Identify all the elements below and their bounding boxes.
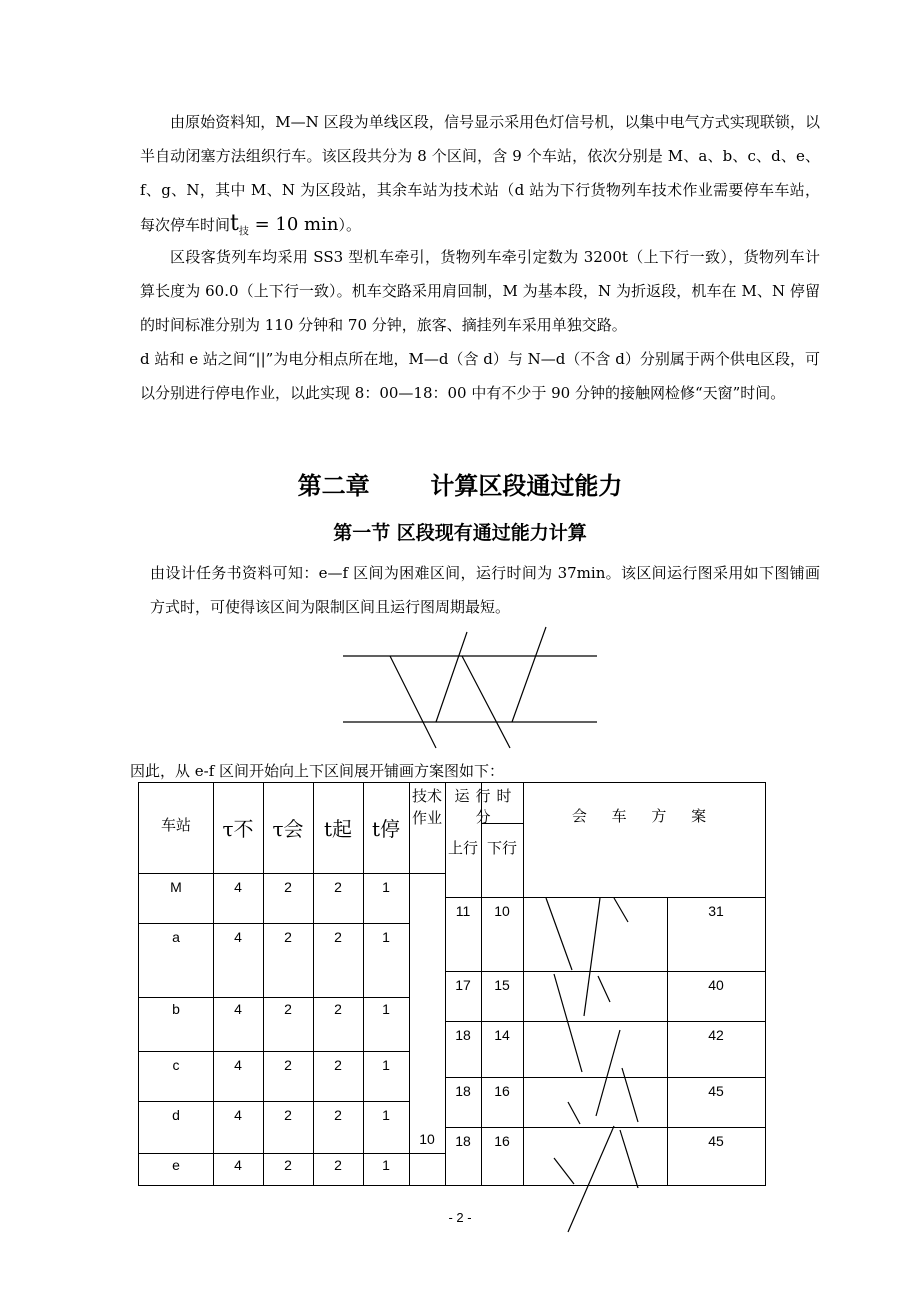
down-time: 14	[494, 1027, 510, 1043]
tau-bu-value: 4	[234, 1157, 242, 1173]
period-value: 45	[708, 1083, 724, 1099]
header-tau-bu: τ不	[222, 817, 254, 841]
tau-hui-value: 2	[284, 1057, 292, 1073]
header-station: 车站	[160, 816, 191, 834]
station-name: M	[170, 879, 182, 895]
section-heading: 第一节 区段现有通过能力计算	[333, 522, 587, 544]
header-tau-hui: τ会	[272, 817, 304, 841]
period-value: 42	[708, 1027, 724, 1043]
t-qi-value: 2	[334, 1107, 342, 1123]
paragraph-2: 区段客货列车均采用 SS3 型机车牵引，货物列车牵引定数为 3200t（上下行一致），货物列车计算长度为 60.0（上下行一致）。机车交路采用肩回制，M 为基本段，N 为折返段，机车在 M、N 停留的时间标准分别为 110 分钟和 70 分钟，旅客、摘挂列车采用单独交路。	[140, 248, 820, 334]
down-time: 15	[494, 977, 510, 993]
chapter-name: 计算区段通过能力	[430, 472, 623, 500]
tau-hui-value: 2	[284, 1157, 292, 1173]
down-time: 10	[494, 903, 510, 919]
paragraph-5: 因此，从 e-f 区间开始向上下区间展开铺画方案图如下：	[130, 762, 505, 780]
tau-hui-value: 2	[284, 929, 292, 945]
header-plan: 会 车 方 案	[571, 807, 717, 825]
paragraph-1-text: 由原始资料知，M—N 区段为单线区段，信号显示采用色灯信号机，以集中电气方式实现联锁，以半自动闭塞方法组织行车。该区段共分为 8 个区间，含 9 个车站，依次分别是 M、a、b、c、d、e、f、g、N，其中 M、N 为区段站，其余车站为技术站（d 站为下行货物列车技术作业需要停车车站，每次停车时间	[140, 113, 820, 234]
header-run-time: 运行时分	[454, 787, 518, 826]
t-qi-value: 2	[334, 929, 342, 945]
tau-bu-value: 4	[234, 1057, 242, 1073]
up-time: 17	[455, 977, 471, 993]
down-time: 16	[494, 1083, 510, 1099]
tau-bu-value: 4	[234, 1107, 242, 1123]
period-value: 31	[708, 903, 724, 919]
t-ting-value: 1	[382, 929, 390, 945]
station-name: a	[172, 929, 180, 945]
station-name: b	[172, 1001, 180, 1017]
t-qi-value: 2	[334, 1001, 342, 1017]
t-qi-value: 2	[334, 879, 342, 895]
tau-hui-value: 2	[284, 1001, 292, 1017]
header-down: 下行	[486, 839, 517, 857]
t-ting-value: 1	[382, 1157, 390, 1173]
formula-t-tech: $t_技 = 10$ min	[230, 211, 339, 238]
tau-bu-value: 4	[234, 929, 242, 945]
page-number: - 2 -	[448, 1210, 472, 1225]
up-time: 18	[455, 1133, 471, 1149]
tau-hui-value: 2	[284, 879, 292, 895]
paragraph-4: 由设计任务书资料可知：e—f 区间为困难区间，运行时间为 37min。该区间运行图采用如下图铺画方式时，可使得该区间为限制区间且运行图周期最短。	[150, 564, 820, 616]
period-value: 40	[708, 977, 724, 993]
header-tech: 技术作业	[411, 787, 442, 827]
tech-d-value: 10	[419, 1131, 435, 1147]
header-up: 上行	[447, 839, 478, 857]
tau-bu-value: 4	[234, 879, 242, 895]
t-ting-value: 1	[382, 1107, 390, 1123]
t-qi-value: 2	[334, 1057, 342, 1073]
t-ting-value: 1	[382, 879, 390, 895]
header-t-ting: t停	[371, 817, 401, 841]
up-time: 11	[455, 903, 471, 919]
header-t-qi: t起	[323, 817, 353, 841]
t-ting-value: 1	[382, 1057, 390, 1073]
up-time: 18	[455, 1027, 471, 1043]
period-value: 45	[708, 1133, 724, 1149]
paragraph-3: d 站和 e 站之间“||”为电分相点所在地，M—d（含 d）与 N—d（不含 d）分别属于两个供电区段，可以分别进行停电作业，以此实现 8：00—18：00 中有不少于 90 分钟的接触网检修“天窗”时间。	[140, 350, 820, 402]
station-name: d	[172, 1107, 180, 1123]
t-qi-value: 2	[334, 1157, 342, 1173]
up-time: 18	[455, 1083, 471, 1099]
tau-hui-value: 2	[284, 1107, 292, 1123]
station-name: c	[172, 1057, 180, 1073]
down-time: 16	[494, 1133, 510, 1149]
t-ting-value: 1	[382, 1001, 390, 1017]
paragraph-1-end: ）。	[338, 216, 361, 234]
chapter-number: 第二章	[297, 472, 370, 500]
station-name: e	[172, 1157, 180, 1173]
tau-bu-value: 4	[234, 1001, 242, 1017]
